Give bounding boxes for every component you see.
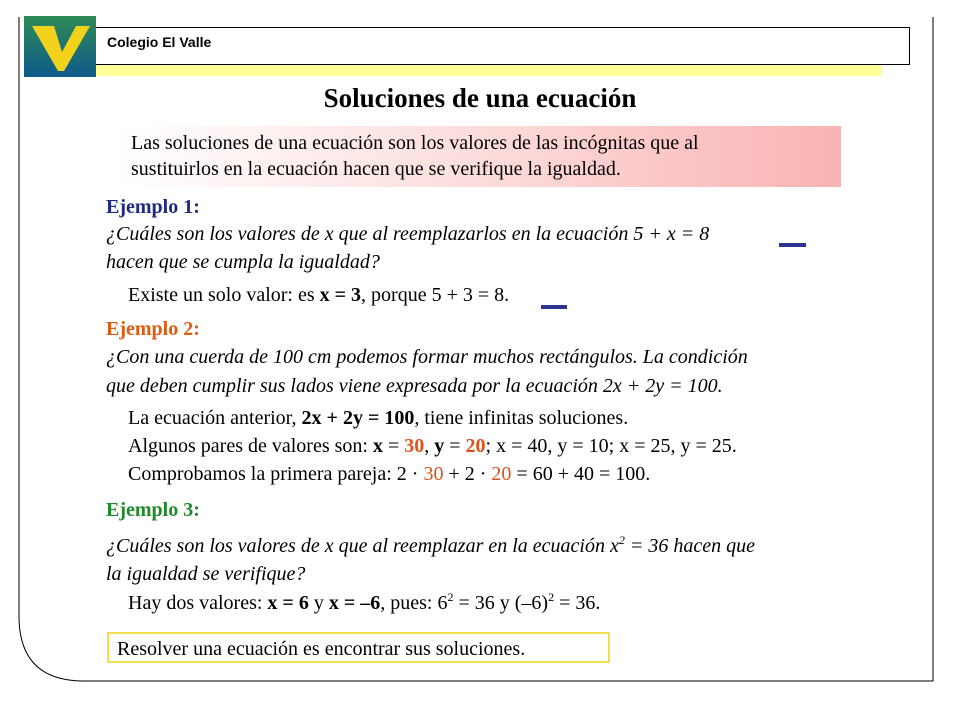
ejemplo-3-check-3: = 36. [554,592,601,614]
ejemplo-2-r1-equation: 2x + 2y = 100 [301,407,415,429]
ejemplo-3-q1-post: = 36 hacen que [624,535,756,557]
ejemplo-2-r1-post: , tiene infinitas soluciones. [414,407,629,429]
definition-line-2: sustituirlos en la ecuación hacen que se verifique la igualdad. [131,158,621,180]
ejemplo-3-answer-y: y [308,592,329,614]
ejemplo-2-result-line-3 [128,461,650,488]
ejemplo-2-question-line-1: ¿Con una cuerda de 100 cm podemos formar muchos rectángulos. La condición [106,346,748,368]
definition-box [120,126,841,187]
ejemplo-3-answer [128,590,600,617]
ejemplo-1-answer-check: , porque 5 + 3 = 8. [361,284,510,306]
ejemplo-3-value-1: x = 6 [267,592,309,614]
ejemplo-2-r2-text: Algunos pares de valores son: [128,435,373,457]
ejemplo-3-check-1: , pues: 6 [380,592,448,614]
conclusion-box [107,632,610,663]
ejemplo-2-result-line-1 [128,405,628,432]
ejemplo-3-exp-2: 2 [548,590,555,604]
ejemplo-2-r2-comma: , [424,435,435,457]
definition-line-1: Las soluciones de una ecuación son los valores de las incógnitas que al [131,132,699,154]
ejemplo-1-label: Ejemplo 1: [106,196,200,218]
ejemplo-1-answer-text: Existe un solo valor: es [128,284,320,306]
ejemplo-2-question-line-2: que deben cumplir sus lados viene expresada por la ecuación 2x + 2y = 100. [106,375,723,397]
ejemplo-2-r3-value-y: 20 [491,463,512,485]
ejemplo-3-exp-1: 2 [447,590,454,604]
ejemplo-3-q1-exponent: 2 [618,533,625,547]
header-bar [96,27,910,65]
ejemplo-2-r2-eq2: = [444,435,466,457]
ejemplo-2-r3-text: Comprobamos la primera pareja: 2 · [128,463,424,485]
ejemplo-3-answer-text: Hay dos valores: [128,592,268,614]
header-accent-strip [96,65,882,76]
ejemplo-1-question-line-1: ¿Cuáles son los valores de x que al reemplazarlos en la ecuación 5 + x = 8 [106,223,710,245]
ejemplo-3-check-2: = 36 y (–6) [453,592,549,614]
ejemplo-3-q1-text: ¿Cuáles son los valores de x que al reemplazar en la ecuación x [106,535,619,557]
school-name: Colegio El Valle [107,34,212,50]
ejemplo-2-r2-eq1: = [382,435,405,457]
ejemplo-1-answer-value: x = 3 [319,284,362,306]
page-title: Soluciones de una ecuación [323,83,637,113]
ejemplo-1-question-line-2: hacen que se cumpla la igualdad? [106,251,380,273]
ejemplo-2-r2-value-y: 20 [465,435,486,457]
ejemplo-3-value-2: x = –6 [328,592,381,614]
ejemplo-2-r2-value-x: 30 [404,435,425,457]
ejemplo-1-value-underline [541,305,567,309]
ejemplo-1-x-underline [779,243,806,247]
ejemplo-2-r1-text: La ecuación anterior, [128,407,302,429]
ejemplo-2-r3-mid: + 2 · [443,463,492,485]
school-logo-icon [24,16,96,77]
ejemplo-2-r3-post: = 60 + 40 = 100. [511,463,651,485]
ejemplo-3-question-line-2: la igualdad se verifique? [106,563,306,585]
ejemplo-3-label: Ejemplo 3: [106,499,200,521]
conclusion-text: Resolver una ecuación es encontrar sus soluciones. [117,638,526,660]
ejemplo-3-question-line-1 [106,533,755,560]
ejemplo-2-label: Ejemplo 2: [106,318,200,340]
ejemplo-2-r2-post: ; x = 40, y = 10; x = 25, y = 25. [485,435,737,457]
ejemplo-2-r2-x: x [372,435,383,457]
ejemplo-2-r2-y: y [434,435,445,457]
ejemplo-2-r3-value-x: 30 [423,463,444,485]
ejemplo-1-answer [128,282,509,309]
ejemplo-2-result-line-2 [128,433,737,460]
